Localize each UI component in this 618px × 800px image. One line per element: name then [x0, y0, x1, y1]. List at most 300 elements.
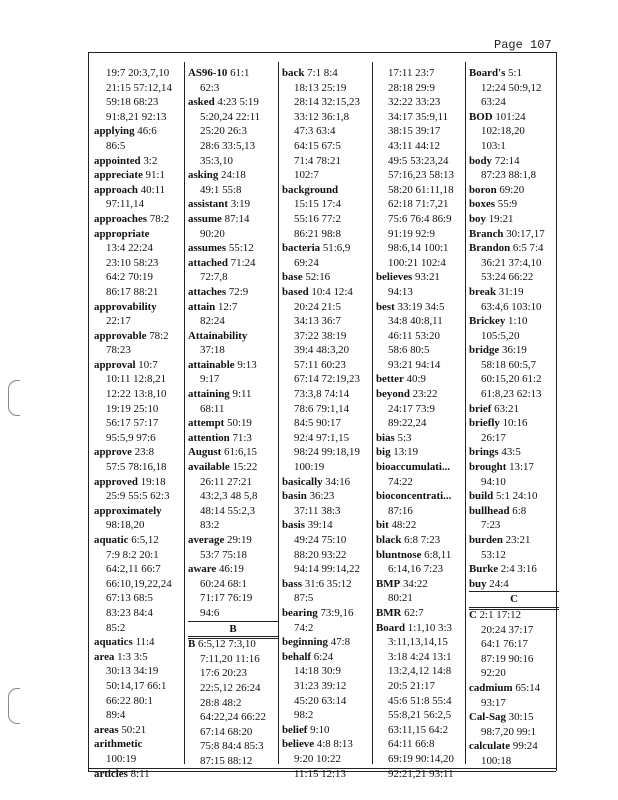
index-entry [376, 270, 466, 285]
page-references: 63:4,6 103:10 [481, 300, 542, 313]
page-references: 55:16 77:2 [294, 212, 341, 225]
page-references: 22:17 [106, 315, 131, 328]
page-references: 51:6,9 [322, 242, 351, 255]
page-references: 2:1 17:12 [479, 608, 522, 621]
page-references: 18:13 25:19 [294, 81, 347, 94]
page-references: 7:11,20 11:16 [200, 652, 260, 665]
page-references: 43:5 [501, 446, 521, 459]
page-references: 102:7 [294, 169, 319, 182]
page-references: 98:6,14 100:1 [388, 242, 449, 255]
page-references: 50:19 [227, 417, 252, 430]
page-references: 6:14,16 7:23 [388, 563, 444, 576]
page-references: 17:6 20:23 [200, 667, 247, 680]
page-references: 11:15 12:13 [294, 767, 346, 780]
page-references: 101:24 [495, 110, 526, 123]
index-term: approximately [94, 504, 162, 517]
index-term: applying [94, 125, 135, 138]
index-entry [188, 212, 278, 227]
index-term: average [188, 534, 225, 546]
index-entry [469, 460, 559, 475]
page-references: 93:21 [415, 271, 440, 284]
page-references: 65:14 [515, 681, 541, 694]
page-references: 36:21 37:4,10 [481, 256, 542, 269]
index-term: August [188, 446, 222, 459]
page-references: 61:1 [230, 67, 250, 79]
top-rule [88, 52, 556, 53]
index-entry [188, 460, 278, 475]
page-references: 87:23 88:1,8 [481, 169, 537, 182]
index-term: basically [282, 475, 323, 488]
index-entry [188, 533, 278, 548]
index-term: asked [188, 96, 215, 109]
page-references: 13:19 [393, 446, 419, 459]
index-entry [469, 489, 559, 504]
page-references: 45:6 51:8 55:4 [388, 694, 452, 707]
page-references: 64:15 67:5 [294, 139, 341, 152]
index-entry [282, 183, 372, 198]
page-references: 28:14 32:15,23 [294, 96, 360, 109]
page-references: 60:24 68:1 [200, 577, 247, 590]
page-references: 34:22 [402, 577, 428, 590]
index-term: bridge [469, 344, 500, 357]
index-entry [469, 314, 559, 329]
page-references: 34:16 [325, 475, 351, 488]
index-term: black [376, 534, 402, 546]
page-references: 7:23 [481, 519, 501, 532]
index-term: BMR [376, 606, 402, 619]
page-references: 73:9,16 [320, 606, 354, 619]
binder-hole [8, 688, 20, 724]
index-entry [188, 197, 278, 212]
page-references: 93:21 94:14 [388, 358, 441, 371]
page-references: 43:11 44:12 [388, 139, 440, 152]
page-references: 21:15 57:12,14 [106, 81, 172, 94]
index-entry [469, 416, 559, 431]
page-references: 90:20 [200, 227, 225, 240]
page-references: 3:2 [143, 154, 158, 167]
page-references: 91:1 [145, 169, 165, 182]
page-references: 6:24 [313, 650, 334, 663]
index-entry [376, 431, 466, 446]
index-term: approach [94, 183, 138, 196]
index-entry [376, 533, 466, 548]
index-term: approval [94, 358, 136, 371]
index-term: articles [94, 767, 128, 780]
page-references: 73:3,8 74:14 [294, 388, 350, 401]
index-term: brings [469, 446, 499, 459]
index-entry [188, 416, 278, 431]
index-entry [469, 285, 559, 300]
index-entry [282, 241, 372, 256]
page-references: 39:14 [307, 519, 333, 532]
page-references: 100:21 102:4 [388, 256, 446, 269]
page-references: 98:7,20 99:1 [481, 725, 537, 738]
index-entry [282, 577, 372, 592]
page-references: 102:18,20 [481, 125, 525, 138]
page-references: 3:19 [230, 198, 251, 211]
index-term: approvable [94, 329, 147, 342]
index-entry [94, 475, 184, 490]
index-term: break [469, 285, 497, 298]
page-references: 6:8 7:23 [404, 534, 441, 546]
page-references: 22:5,12 26:24 [200, 681, 261, 694]
index-term: boxes [469, 198, 496, 211]
index-entry [469, 739, 559, 754]
index-term: aquatic [94, 534, 129, 546]
page-references: 67:14 72:19,23 [294, 373, 360, 386]
index-term: beyond [376, 388, 410, 401]
index-entry [469, 241, 559, 256]
index-term: Cal-Sag [469, 711, 506, 724]
index-entry [282, 606, 372, 621]
page-references: 4:8 8:13 [316, 738, 353, 751]
index-entry [94, 445, 184, 460]
page-references: 13:4 22:24 [106, 242, 153, 255]
index-term: aware [188, 563, 217, 576]
index-entry [469, 608, 559, 623]
page-references: 50:21 [121, 723, 147, 736]
page-references: 10:11 12:8,21 [106, 373, 167, 386]
index-term: attaining [188, 388, 230, 401]
page-references: 95:5,9 97:6 [106, 431, 156, 444]
page-references: 9:17 [200, 373, 220, 386]
page-references: 64:11 66:8 [388, 738, 435, 751]
page-references: 4:23 5:19 [217, 96, 259, 109]
index-term: approaches [94, 212, 148, 225]
index-entry [469, 66, 559, 81]
page-references: 14:18 30:9 [294, 665, 341, 678]
page-references: 9:13 [237, 358, 257, 371]
index-term: attention [188, 431, 230, 444]
page-references: 43:2,3 48 5,8 [200, 490, 258, 503]
page-references: 24:17 73:9 [388, 402, 435, 415]
page-references: 66:10,19,22,24 [106, 577, 172, 590]
page-references: 64:1 76:17 [481, 638, 528, 651]
page-references: 47:3 63:4 [294, 125, 336, 138]
index-column [282, 66, 372, 781]
page-references: 19:18 [140, 475, 166, 488]
page-references: 38:15 39:17 [388, 125, 441, 138]
page-references: 3:18 4:24 13:1 [388, 650, 452, 663]
index-term: Board's [469, 67, 506, 79]
index-entry [469, 710, 559, 725]
page-references: 98:18,20 [106, 519, 145, 532]
index-column [94, 66, 184, 781]
index-entry [469, 577, 559, 592]
index-term: briefly [469, 417, 500, 430]
page-references: 53:24 66:22 [481, 271, 534, 284]
page-references: 53:7 75:18 [200, 548, 247, 561]
page-references: 28:6 33:5,13 [200, 139, 256, 152]
page-references: 93:17 [481, 696, 506, 709]
page-references: 78:23 [106, 344, 131, 357]
page-references: 48:22 [391, 519, 417, 532]
page-references: 75:6 76:4 86:9 [388, 212, 452, 225]
index-term: bit [376, 519, 389, 532]
index-term: assistant [188, 198, 228, 211]
page-references: 67:13 68:5 [106, 592, 153, 605]
page-references: 99:24 [512, 740, 538, 753]
index-entry [469, 681, 559, 696]
column-divider [88, 52, 89, 771]
index-entry [469, 110, 559, 125]
page-references: 91:8,21 92:13 [106, 110, 167, 123]
page-references: 75:8 84:4 85:3 [200, 740, 264, 753]
index-entry [94, 767, 184, 782]
page-references: 5:1 24:10 [495, 490, 538, 503]
index-entry [94, 300, 184, 315]
page-references: 85:2 [106, 621, 126, 634]
page-references: 88:20 93:22 [294, 548, 347, 561]
page-references: 1:3 3:5 [117, 650, 148, 663]
page-references: 13:17 [509, 461, 534, 474]
page-references: 98:2 [294, 709, 314, 722]
index-entry [94, 124, 184, 139]
page-references: 9:10 [310, 723, 330, 736]
page-references: 30:15 [508, 711, 534, 724]
section-letter: C [469, 591, 559, 608]
index-entry [94, 212, 184, 227]
column-divider [278, 62, 279, 764]
page-references: 86:21 98:8 [294, 227, 341, 240]
page-references: 87:19 90:16 [481, 652, 534, 665]
index-term: area [94, 650, 115, 663]
index-term: appointed [94, 154, 141, 167]
index-term: bacteria [282, 242, 321, 255]
page-references: 24:18 [221, 169, 246, 182]
index-term: bearing [282, 606, 318, 619]
page-references: 55:12 [228, 242, 254, 255]
page-references: 13:2,4,12 14:8 [388, 665, 452, 678]
page-references: 46:11 53:20 [388, 329, 440, 342]
page-references: 83:2 [200, 519, 220, 532]
page-references: 1:10 [508, 315, 528, 328]
index-entry [188, 445, 278, 460]
page-references: 80:21 [388, 592, 413, 605]
index-entry [376, 548, 466, 563]
index-term: bioaccumulati... [376, 461, 451, 474]
index-entry [282, 723, 372, 738]
index-term: beginning [282, 636, 329, 649]
page-references: 30:17,17 [506, 227, 545, 240]
index-term: Brickey [469, 315, 506, 328]
index-entry [94, 650, 184, 665]
page-references: 63:24 [481, 96, 506, 109]
index-entry [94, 168, 184, 183]
index-entry [376, 577, 466, 592]
index-term: brought [469, 461, 507, 474]
page-references: 53:12 [481, 548, 506, 561]
index-term: boron [469, 183, 497, 196]
page-references: 72:9 [228, 285, 249, 298]
page-references: 64:2,11 66:7 [106, 563, 161, 576]
page-references: 10:4 12:4 [311, 285, 353, 298]
page-references: 60:15,20 61:2 [481, 373, 542, 386]
index-entry [188, 168, 278, 183]
page-references: 40:11 [140, 183, 166, 196]
page-references: 20:24 21:5 [294, 300, 341, 313]
page-references: 29:19 [227, 534, 252, 546]
page-references: 31:6 35:12 [304, 577, 352, 590]
page-references: 39:4 48:3,20 [294, 344, 350, 357]
page-references: 64:22,24 66:22 [200, 711, 266, 724]
index-term: back [282, 67, 305, 79]
page-references: 94:10 [481, 475, 506, 488]
page-references: 45:20 63:14 [294, 694, 347, 707]
page-references: 31:23 39:12 [294, 679, 347, 692]
index-entry [376, 621, 466, 636]
index-term: brief [469, 402, 492, 415]
index-term: attempt [188, 417, 225, 430]
index-term: assume [188, 212, 222, 225]
index-term: Brandon [469, 242, 511, 255]
index-term: believe [282, 738, 315, 751]
page-references: 15:15 17:4 [294, 198, 341, 211]
page-references: 37:22 38:19 [294, 329, 347, 342]
page-references: 30:13 34:19 [106, 665, 159, 678]
page-references: 5:1 [508, 67, 522, 79]
index-entry [188, 329, 278, 344]
index-term: burden [469, 534, 503, 546]
index-entry [469, 183, 559, 198]
page-references: 49:1 55:8 [200, 183, 242, 196]
index-entry [94, 154, 184, 169]
index-entry [94, 183, 184, 198]
index-term: asking [188, 169, 219, 182]
page-references: 9:20 10:22 [294, 752, 341, 765]
index-entry [188, 431, 278, 446]
index-entry [94, 358, 184, 373]
page-references: 10:16 [502, 417, 528, 430]
index-term: body [469, 154, 493, 167]
index-term: approvability [94, 300, 157, 313]
index-entry [469, 402, 559, 417]
index-entry [188, 95, 278, 110]
page-references: 23:22 [412, 388, 438, 401]
page-references: 58:6 80:5 [388, 344, 430, 357]
page-references: 37:18 [200, 344, 225, 357]
index-entry [469, 343, 559, 358]
page-references: 91:19 92:9 [388, 227, 435, 240]
page-references: 46:6 [137, 125, 157, 138]
page-references: 36:23 [309, 490, 335, 503]
index-term: Board [376, 621, 406, 634]
page-references: 19:21 [488, 212, 514, 225]
index-entry [188, 241, 278, 256]
page-references: 63:11,15 64:2 [388, 723, 449, 736]
index-entry [282, 489, 372, 504]
page-references: 5:20,24 22:11 [200, 110, 261, 123]
page-references: 6:8 [512, 504, 527, 517]
page-references: 19:7 20:3,7,10 [106, 67, 170, 79]
page-references: 40:9 [406, 373, 426, 386]
page-references: 36:19 [502, 344, 527, 357]
page-references: 66:22 80:1 [106, 694, 153, 707]
index-entry [282, 66, 372, 81]
page-references: 63:21 [494, 402, 519, 415]
index-entry [469, 533, 559, 548]
page-references: 69:19 90:14,20 [388, 752, 454, 765]
page-references: 84:5 90:17 [294, 417, 341, 430]
index-entry [94, 66, 184, 81]
page-references: 82:24 [200, 315, 225, 328]
page-references: 57:5 78:16,18 [106, 461, 167, 474]
index-term: based [282, 285, 309, 298]
page-references: 78:2 [149, 212, 170, 225]
page-references: 12:7 [217, 300, 238, 313]
index-entry [188, 66, 278, 81]
binder-hole [8, 380, 20, 416]
page-references: 20:5 21:17 [388, 679, 435, 692]
index-entry [282, 270, 372, 285]
index-term: arithmetic [94, 738, 143, 751]
page-references: 92:20 [481, 667, 506, 680]
index-column [469, 66, 559, 769]
page-references: 55:9 [497, 198, 518, 211]
index-entry [282, 635, 372, 650]
page-references: 35:3,10 [200, 154, 233, 167]
index-term: believes [376, 271, 413, 284]
index-entry [94, 329, 184, 344]
page-references: 78:6 79:1,14 [294, 402, 350, 415]
index-term: bias [376, 431, 395, 444]
page-references: 6:5,12 7:3,10 [198, 638, 256, 651]
page-references: 105:5,20 [481, 329, 520, 342]
index-term: approve [94, 446, 132, 459]
index-entry [188, 300, 278, 315]
index-entry [376, 489, 466, 504]
page-references: 57:16,23 58:13 [388, 169, 454, 182]
index-term: appropriate [94, 227, 150, 240]
page-references: 26:11 27:21 [200, 475, 252, 488]
page-references: 59:18 68:23 [106, 96, 159, 109]
page-references: 72:7,8 [200, 271, 228, 284]
page-references: 87:5 [294, 592, 314, 605]
index-term: AS96-10 [188, 67, 228, 79]
page-references: 49:24 75:10 [294, 534, 347, 546]
page-references: 12:24 50:9,12 [481, 81, 542, 94]
page-references: 49:5 53:23,24 [388, 154, 449, 167]
index-entry [94, 504, 184, 519]
page-references: 68:11 [200, 402, 225, 415]
index-term: boy [469, 212, 486, 225]
page-references: 74:2 [294, 621, 314, 634]
page-references: 1:1,10 3:3 [407, 621, 452, 634]
page-references: 72:14 [494, 154, 520, 167]
page-number: Page 107 [494, 38, 552, 52]
page-references: 6:5,12 [131, 534, 159, 546]
index-entry [282, 475, 372, 490]
index-term: C [469, 608, 477, 621]
page-references: 3:11,13,14,15 [388, 636, 448, 649]
index-entry [376, 372, 466, 387]
page-references: 57:11 60:23 [294, 358, 346, 371]
page-references: 87:15 88:12 [200, 754, 253, 767]
page-references: 33:19 34:5 [397, 300, 445, 313]
index-term: attain [188, 300, 216, 313]
page-references: 100:19 [106, 752, 137, 765]
page-references: 92:21,21 93:11 [388, 767, 454, 780]
page-references: 23:8 [134, 446, 155, 459]
page-references: 61:6,15 [224, 446, 258, 459]
page-references: 58:20 61:11,18 [388, 183, 454, 196]
page-references: 69:24 [294, 256, 319, 269]
page-references: 62:7 [404, 606, 424, 619]
page-references: 17:11 23:7 [388, 67, 435, 79]
page-references: 71:24 [230, 256, 256, 269]
page-references: 64:2 70:19 [106, 271, 153, 284]
page-references: 11:4 [135, 636, 155, 649]
